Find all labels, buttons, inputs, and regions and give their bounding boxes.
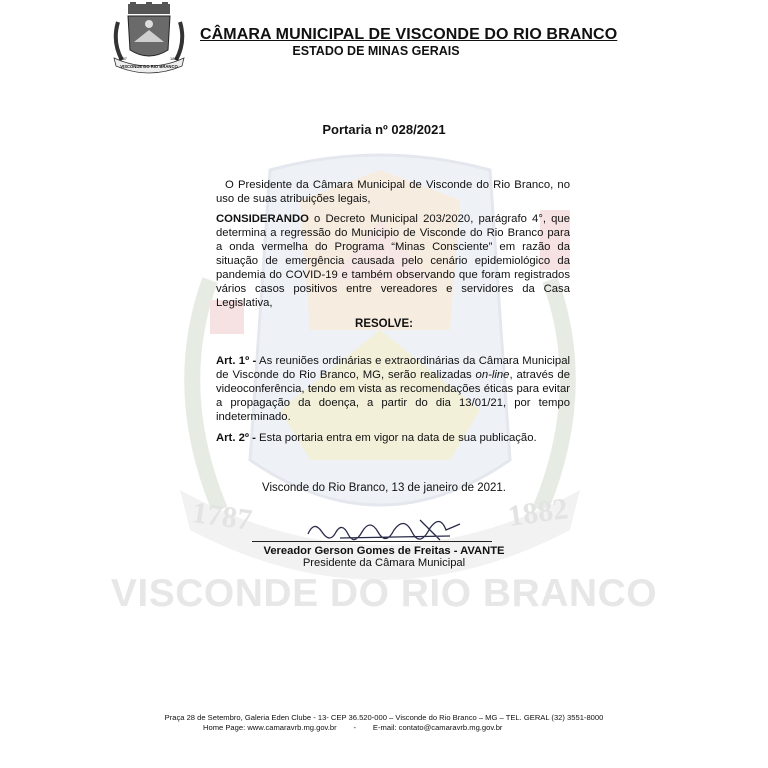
article-2 xyxy=(216,431,570,445)
article-1 xyxy=(216,354,570,424)
document-date: Visconde do Rio Branco, 13 de janeiro de 2021. xyxy=(261,482,506,494)
watermark-text: VISCONDE DO RIO BRANCO xyxy=(110,572,658,615)
article-2-label: Art. 2º - xyxy=(216,432,256,444)
considering-paragraph xyxy=(216,212,570,310)
crest-year-left: 1787 xyxy=(118,56,127,61)
signer-role: Presidente da Câmara Municipal xyxy=(302,557,466,569)
signature-line xyxy=(252,541,492,542)
handwritten-signature xyxy=(300,510,470,544)
municipal-crest xyxy=(110,2,188,74)
article-1-label: Art. 1º - xyxy=(216,355,257,367)
intro-paragraph: O Presidente da Câmara Municipal de Visconde do Rio Branco, no uso de suas atribuições legais, xyxy=(216,179,570,205)
article-1-online: on-line xyxy=(475,369,510,381)
watermark-year-right: 1882 xyxy=(505,491,570,534)
considering-label: CONSIDERANDO xyxy=(216,213,309,225)
document-title: Portaria nº 028/2021 xyxy=(322,122,446,137)
resolve-heading: RESOLVE: xyxy=(355,318,413,330)
article-2-text: Esta portaria entra em vigor na data de sua publicação. xyxy=(255,432,537,444)
watermark-year-left: 1787 xyxy=(190,495,255,538)
header-title: CÂMARA MUNICIPAL DE VISCONDE DO RIO BRANCO xyxy=(200,26,618,43)
footer-contact: Home Page: www.camaravrb.mg.gov.br - E-mail: contato@camaravrb.mg.gov.br xyxy=(203,723,503,732)
crest-label: VISCONDE DO RIO BRANCO xyxy=(120,64,178,69)
header-subtitle: ESTADO DE MINAS GERAIS xyxy=(292,44,460,58)
footer-address: Praça 28 de Setembro, Galeria Eden Clube - 13- CEP 36.520-000 – Visconde do Rio Branco – MG – TEL. GERAL (32) 3551-8000 xyxy=(164,713,604,722)
signer-name: Vereador Gerson Gomes de Freitas - AVANTE xyxy=(263,545,505,557)
article-1-text-a: As reuniões ordinárias e extraordinárias da Câmara Municipal de Visconde do Rio Branco, MG, serão realizadas xyxy=(216,355,571,381)
crest-year-right: 1882 xyxy=(170,56,179,61)
considering-text: o Decreto Municipal 203/2020, parágrafo 4°, que determina a regressão do Municipio de Visconde do Rio Branco para a onda vermelha do Programa “Minas Consciente” em razão da situação de emergência causada pelo cenário epidemiológico da pandemia do COVID-19 e também observando que foram registrados vários casos positivos entre vereadores e servidores da Casa Legislativa, xyxy=(216,213,570,309)
article-1-text-b: , através de videoconferência, tendo em vista as recomendações éticas para evitar a propagação da doença, a partir do dia 13/01/21, por tempo indeterminado. xyxy=(216,369,570,423)
